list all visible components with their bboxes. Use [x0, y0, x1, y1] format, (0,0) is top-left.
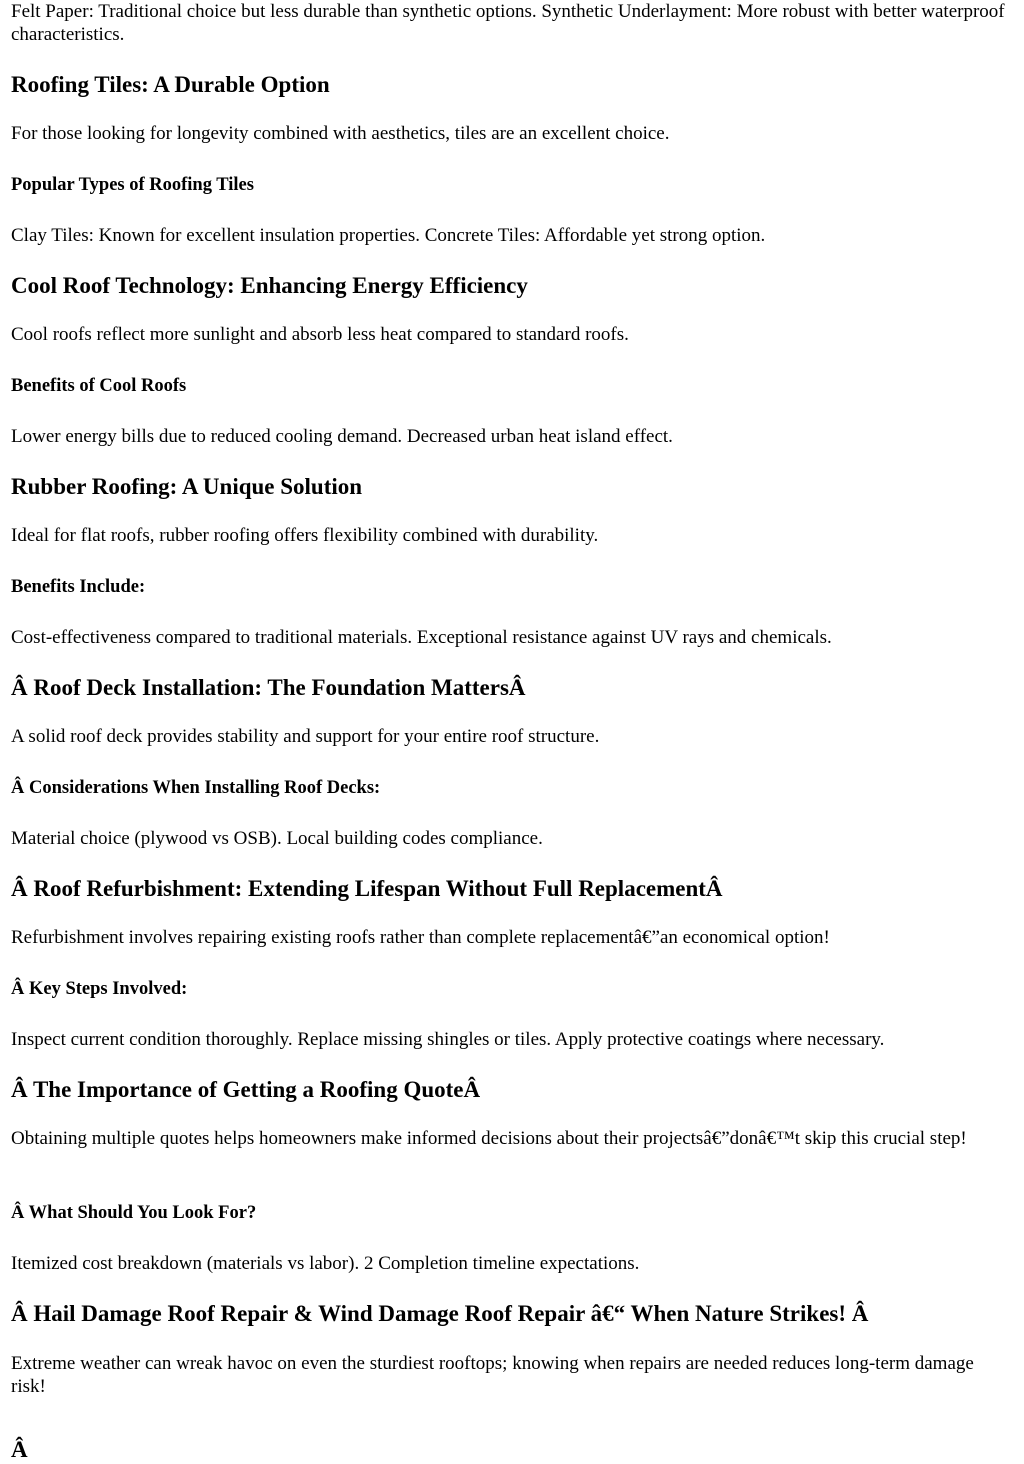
section-text-refurbishment: Refurbishment involves repairing existing roofs rather than complete replacementâ€”an economical option! — [11, 927, 830, 948]
section-text-roofing-tiles: For those looking for longevity combined with aesthetics, tiles are an excellent choice. — [11, 123, 670, 144]
subtext-rubber-benefits: Cost-effectiveness compared to traditional materials. Exceptional resistance against UV rays and chemicals. — [11, 627, 832, 648]
section-heading-roofing-tiles: Roofing Tiles: A Durable Option — [11, 72, 330, 97]
subheading-tile-types: Popular Types of Roofing Tiles — [11, 175, 254, 195]
subtext-deck-considerations: Material choice (plywood vs OSB). Local building codes compliance. — [11, 828, 543, 849]
subheading-what-to-look-for: Â What Should You Look For? — [11, 1203, 257, 1223]
subtext-tile-types: Clay Tiles: Known for excellent insulation properties. Concrete Tiles: Affordable yet strong option. — [11, 225, 766, 246]
subtext-key-steps: Inspect current condition thoroughly. Replace missing shingles or tiles. Apply protective coatings where necessary. — [11, 1029, 885, 1050]
section-text-roofing-quote: Obtaining multiple quotes helps homeowners make informed decisions about their projectsâ€”donâ€™t skip this crucial step! — [11, 1128, 967, 1149]
subtext-cool-roof-benefits: Lower energy bills due to reduced cooling demand. Decreased urban heat island effect. — [11, 426, 673, 447]
intro-paragraph: Felt Paper: Traditional choice but less durable than synthetic options. Synthetic Underlayment: More robust with better waterproof characteristics. — [11, 1, 1005, 45]
section-heading-rubber-roofing: Rubber Roofing: A Unique Solution — [11, 474, 363, 499]
section-text-hail-wind-damage: Extreme weather can wreak havoc on even the sturdiest rooftops; knowing when repairs are needed reduces long-term damage risk! — [11, 1353, 974, 1397]
section-heading-cool-roof: Cool Roof Technology: Enhancing Energy Efficiency — [11, 273, 528, 298]
subheading-cool-roof-benefits: Benefits of Cool Roofs — [11, 376, 187, 396]
section-text-roof-deck: A solid roof deck provides stability and support for your entire roof structure. — [11, 726, 600, 747]
section-heading-roofing-quote: Â The Importance of Getting a Roofing QuoteÂ — [11, 1077, 481, 1102]
section-text-rubber-roofing: Ideal for flat roofs, rubber roofing offers flexibility combined with durability. — [11, 525, 599, 546]
subheading-deck-considerations: Â Considerations When Installing Roof Decks: — [11, 778, 381, 798]
subheading-key-steps: Â Key Steps Involved: — [11, 979, 188, 999]
section-text-cool-roof: Cool roofs reflect more sunlight and absorb less heat compared to standard roofs. — [11, 324, 629, 345]
section-heading-refurbishment: Â Roof Refurbishment: Extending Lifespan Without Full ReplacementÂ — [11, 876, 723, 901]
section-heading-roof-deck: Â Roof Deck Installation: The Foundation MattersÂ — [11, 675, 526, 700]
subtext-what-to-look-for: Itemized cost breakdown (materials vs labor). 2 Completion timeline expectations. — [11, 1253, 640, 1274]
section-heading-hail-wind-damage: Â Hail Damage Roof Repair & Wind Damage Roof Repair â€“ When Nature Strikes! Â — [11, 1301, 869, 1326]
subheading-rubber-benefits: Benefits Include: — [11, 577, 146, 597]
truncated-next-heading: Â — [11, 1437, 28, 1462]
